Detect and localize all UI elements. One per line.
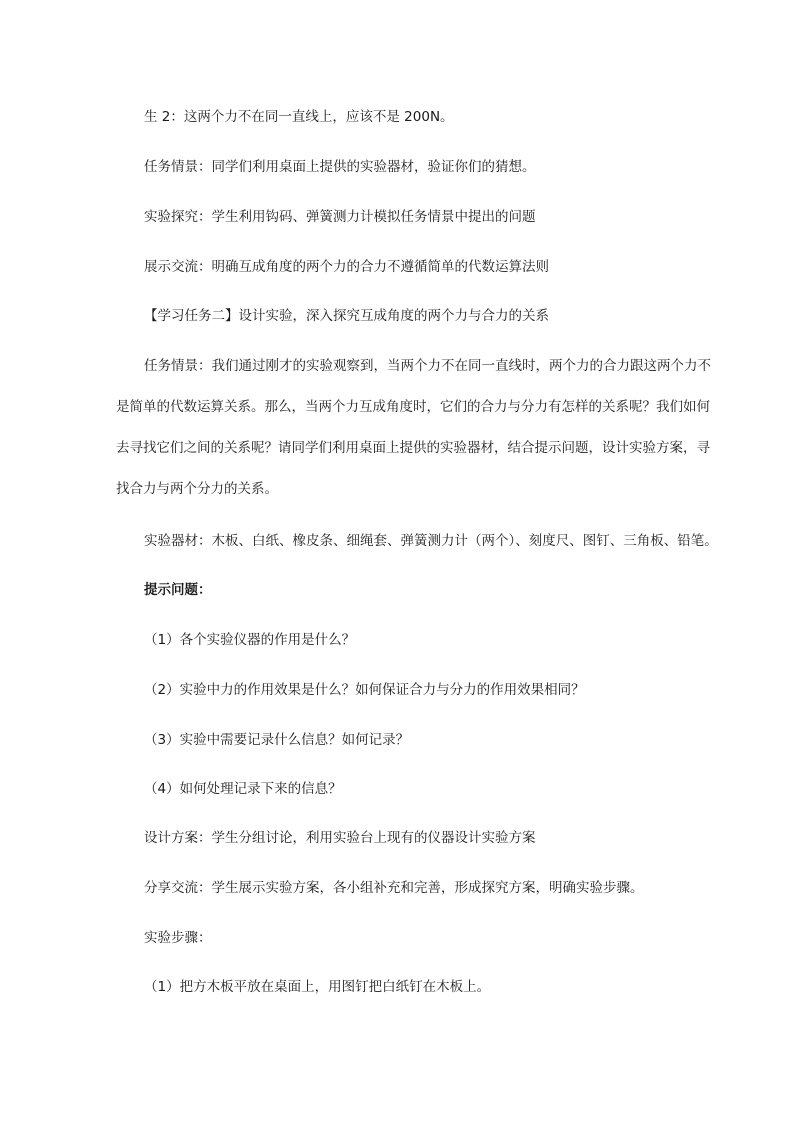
paragraph-share-exchange: 分享交流：学生展示实验方案，各小组补充和完善，形成探究方案，明确实验步骤。 (144, 880, 644, 896)
hint-question-1: （1）各个实验仪器的作用是什么？ (144, 632, 356, 648)
hint-question-3: （3）实验中需要记录什么信息？如何记录？ (144, 732, 410, 748)
paragraph-design-plan: 设计方案：学生分组讨论，利用实验台上现有的仪器设计实验方案 (144, 830, 536, 846)
paragraph-equipment: 实验器材：木板、白纸、橡皮条、细绳套、弹簧测力计（两个）、刻度尺、图钉、三角板、铅笔。 (144, 533, 718, 549)
text-line: 去寻找它们之间的关系呢？请同学们利用桌面上提供的实验器材，结合提示问题，设计实验方案，寻 (116, 440, 710, 456)
paragraph-learning-task-2: 【学习任务二】设计实验，深入探究互成角度的两个力与合力的关系 (144, 308, 549, 324)
paragraph-student2-answer: 生 2：这两个力不在同一直线上，应该不是 200N。 (144, 109, 454, 125)
hint-question-2: （2）实验中力的作用效果是什么？如何保证合力与分力的作用效果相同？ (144, 682, 585, 698)
text-line: 找合力与两个分力的关系。 (116, 481, 278, 497)
text-line: 任务情景：我们通过刚才的实验观察到，当两个力不在同一直线时，两个力的合力跟这两个力不 (144, 358, 711, 374)
hint-question-4: （4）如何处理记录下来的信息？ (144, 781, 342, 797)
paragraph-task-scenario-2 (116, 346, 711, 510)
paragraph-task-scenario-1: 任务情景：同学们利用桌面上提供的实验器材，验证你们的猜想。 (144, 159, 536, 175)
experiment-step-1: （1）把方木板平放在桌面上，用图钉把白纸钉在木板上。 (144, 979, 491, 995)
heading-hint-questions: 提示问题： (144, 582, 212, 598)
text-line: 是简单的代数运算关系。那么，当两个力互成角度时，它们的合力与分力有怎样的关系呢？我们如何 (116, 399, 710, 415)
paragraph-experiment-explore: 实验探究：学生利用钩码、弹簧测力计模拟任务情景中提出的问题 (144, 209, 536, 225)
heading-experiment-steps: 实验步骤： (144, 930, 212, 946)
paragraph-display-exchange: 展示交流：明确互成角度的两个力的合力不遵循简单的代数运算法则 (144, 259, 549, 275)
